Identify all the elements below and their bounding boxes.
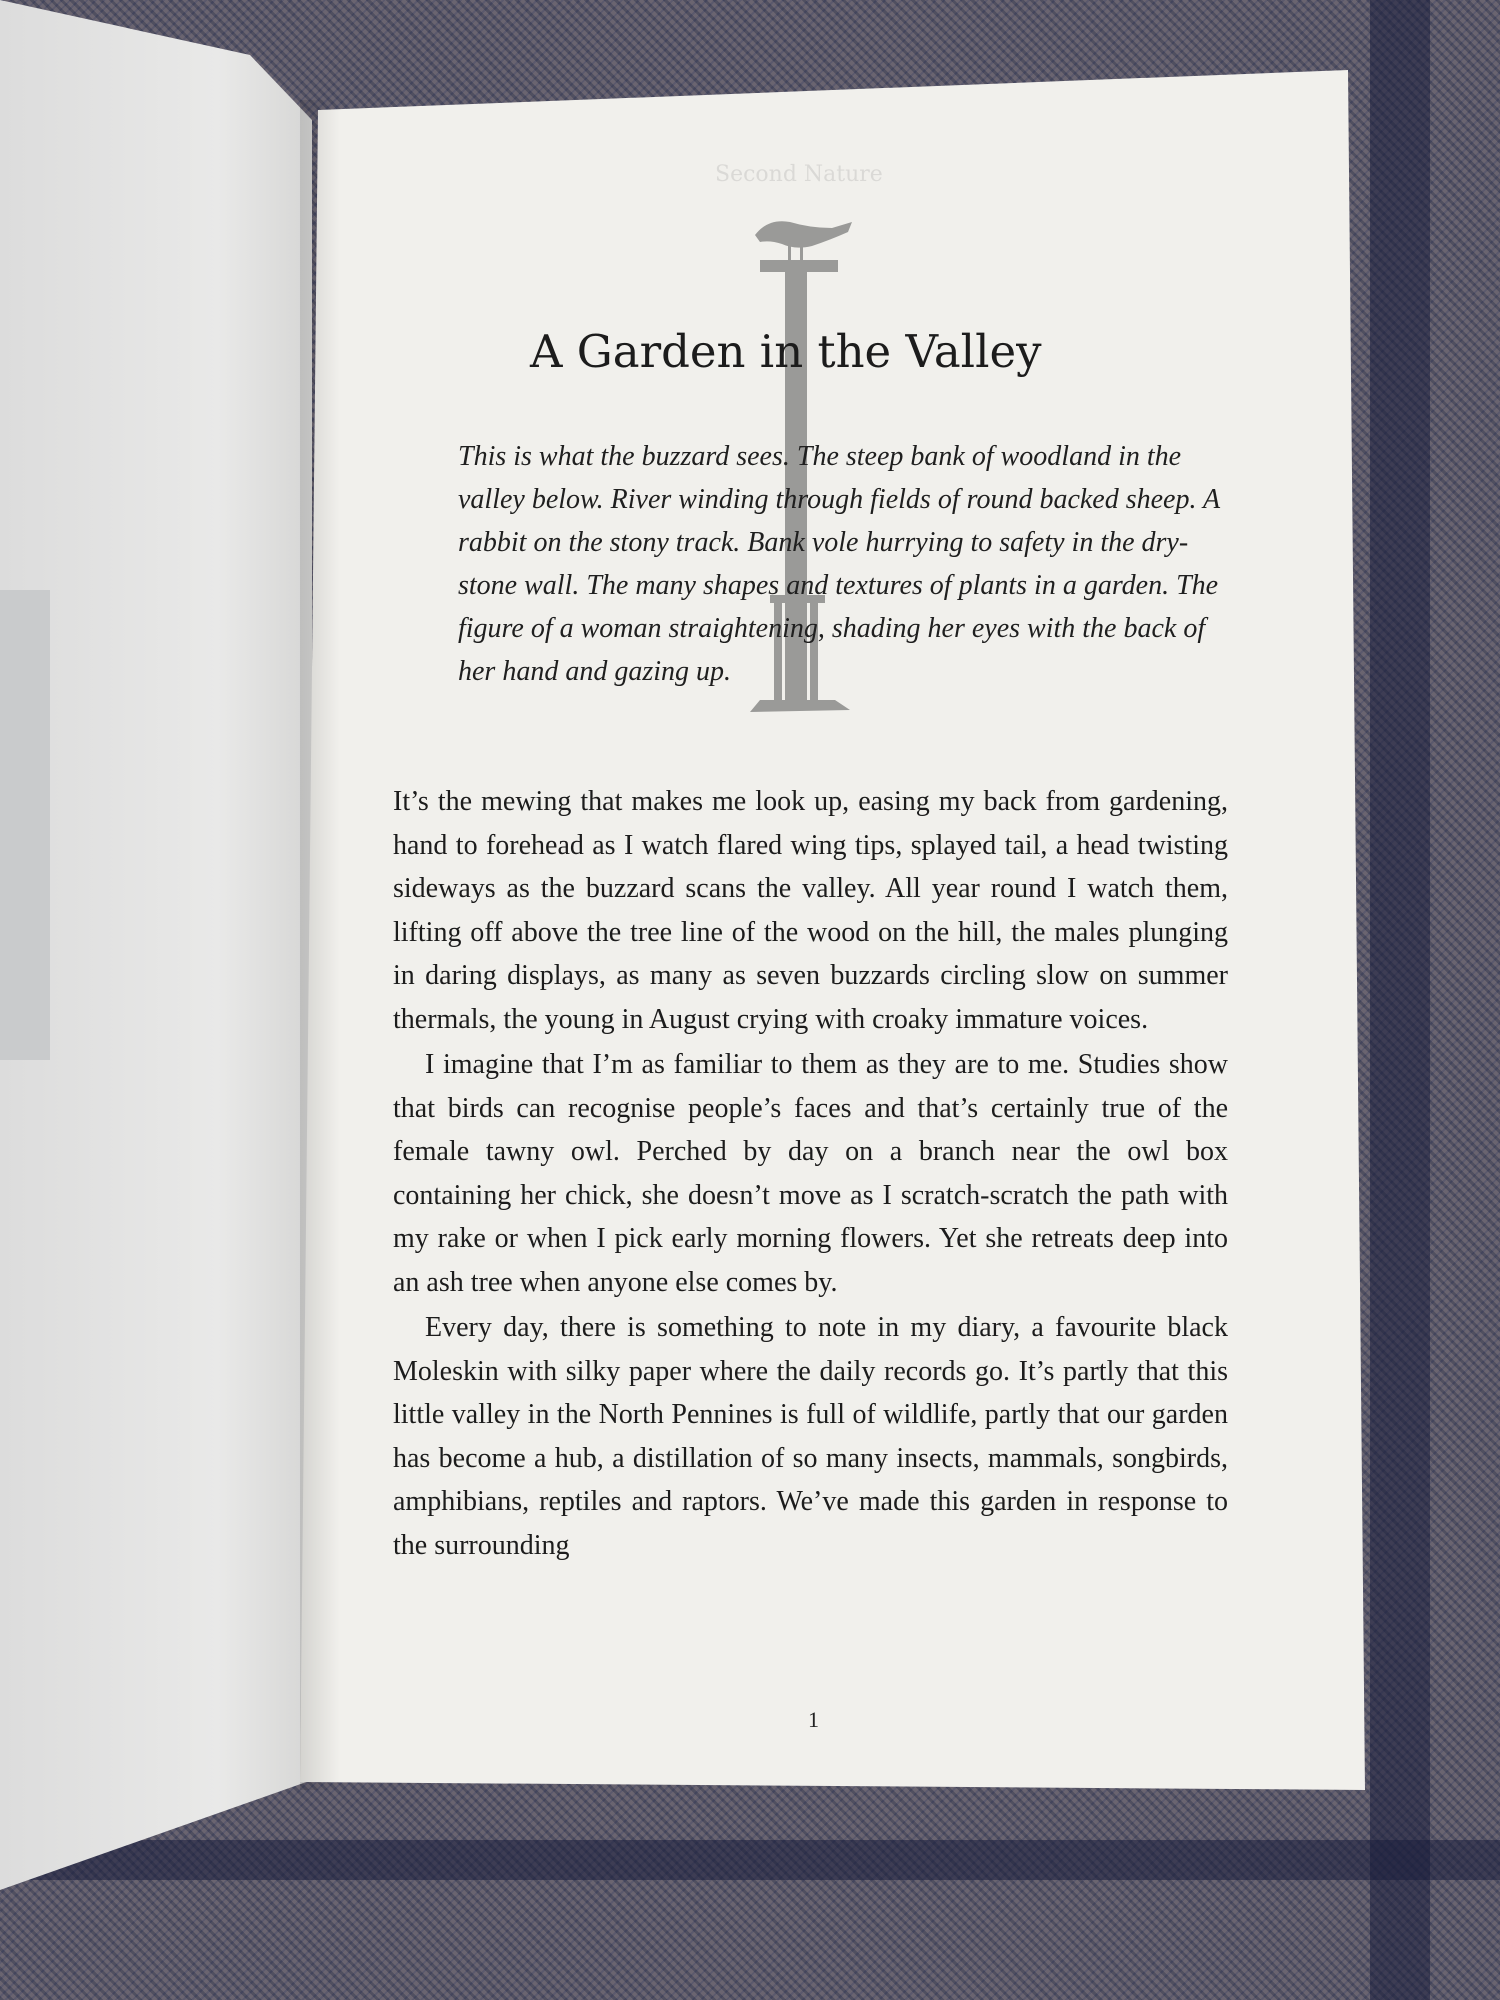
left-page-bleed-through-image bbox=[0, 590, 50, 1060]
chapter-title: A Garden in the Valley bbox=[530, 325, 1042, 378]
page-number: 1 bbox=[808, 1707, 819, 1732]
body-text bbox=[393, 780, 1228, 1567]
paragraph: It’s the mewing that makes me look up, easing my back from gardening, hand to forehead as I watch flared wing tips, splayed tail, a head twisting sideways as the buzzard scans the valley. All year round I watch them, lifting off above the tree line of the wood on the hill, the males plunging in daring displays, as many as seven buzzards circling slow on summer thermals, the young in August crying with croaky immature voices. bbox=[393, 786, 1228, 1035]
paragraph: Every day, there is something to note in my diary, a favourite black Moleskin with silky paper where the daily records go. It’s partly that this little valley in the North Pennines is full of wildlife, partly that our garden has become a hub, a distillation of so many insects, mammals, songbirds, amphibians, reptiles and raptors. We’ve made this garden in response to the surrounding bbox=[393, 1312, 1228, 1561]
paragraph: I imagine that I’m as familiar to them as they are to me. Studies show that birds can recognise people’s faces and that’s certainly true of the female tawny owl. Perched by day on a branch near the owl box containing her chick, she doesn’t move as I scratch-scratch the path with my rake or when I pick early morning flowers. Yet she retreats deep into an ash tree when anyone else comes by. bbox=[393, 1049, 1228, 1298]
bleed-through-running-header: Second Nature bbox=[715, 162, 883, 187]
epigraph: This is what the buzzard sees. The steep bank of woodland in the valley below. River winding through fields of round backed sheep. A rabbit on the stony track. Bank vole hurrying to safety in the dry-stone wall. The many shapes and textures of plants in a garden. The figure of a woman straightening, shading her eyes with the back of her hand and gazing up. bbox=[458, 441, 1220, 687]
textile-stripe bbox=[1370, 0, 1430, 2000]
textile-stripe bbox=[0, 1840, 1500, 1880]
gutter-shadow bbox=[300, 100, 340, 1790]
